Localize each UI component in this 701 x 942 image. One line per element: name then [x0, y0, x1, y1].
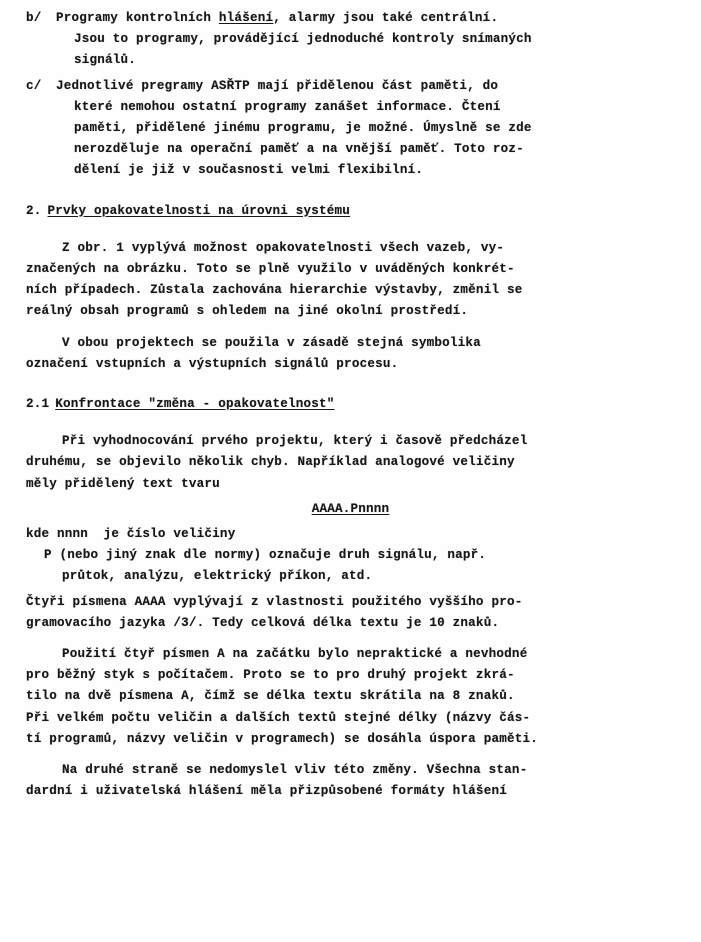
section-number: 2.1 — [26, 397, 50, 412]
text-line: které nemohou ostatní programy zanášet informace. Čtení — [74, 99, 501, 114]
text-line: dardní i uživatelská hlášení měla přizpůsobené formáty hlášení — [26, 784, 507, 799]
text-line: Z obr. 1 vyplývá možnost opakovatelnosti všech vazeb, vy- — [62, 240, 505, 255]
list-item — [26, 8, 675, 72]
text-line: značených na obrázku. Toto se plně využilo v uváděných konkrét- — [26, 262, 515, 277]
text-line: druhému, se objevilo několik chyb. Například analogové veličiny — [26, 455, 515, 470]
spacer — [26, 634, 675, 644]
paragraph — [26, 644, 675, 750]
text-line: Na druhé straně se nedomyslel vliv této změny. Všechna stan- — [62, 763, 528, 778]
text-line: měly přidělený text tvaru — [26, 476, 220, 491]
legend-line: kde nnnn je číslo veličiny — [26, 527, 236, 542]
text-line: označení vstupních a výstupních signálů procesu. — [26, 356, 399, 371]
list-item — [26, 76, 675, 182]
text-line: nerozděluje na operační paměť a na vnější paměť. Toto roz- — [74, 142, 524, 157]
section-number: 2. — [26, 203, 42, 218]
text-line: reálný obsah programů s ohledem na jiné okolní prostředí. — [26, 304, 469, 319]
spacer — [26, 182, 675, 201]
text-line: signálů. — [74, 53, 137, 68]
section-title: Prvky opakovatelnosti na úrovni systému — [47, 203, 351, 218]
legend-line: P (nebo jiný znak dle normy) označuje druh signálu, např. — [44, 548, 487, 563]
paragraph — [26, 592, 675, 634]
list-marker: b/ — [26, 11, 42, 25]
paragraph — [26, 333, 675, 375]
text-line: gramovacího jazyka /3/. Tedy celková délka textu je 10 znaků. — [26, 615, 500, 630]
list-item-body — [56, 76, 675, 182]
text-line: Při velkém počtu veličin a dalších textů stejné délky (názvy čás- — [26, 710, 531, 725]
section-heading — [26, 394, 675, 415]
text-line: Programy kontrolních hlášení, alarmy jsou také centrální. — [56, 11, 499, 25]
text-line: paměti, přidělené jinému programu, je možné. Úmyslně se zde — [74, 121, 532, 136]
legend — [26, 524, 675, 588]
underlined-term: hlášení — [218, 11, 274, 25]
section-title: Konfrontace "změna - opakovatelnost" — [55, 397, 335, 412]
spacer — [26, 750, 675, 760]
text-line: tilo na dvě písmena A, čímž se délka textu skrátila na 8 znaků. — [26, 689, 515, 704]
text-line: pro běžný styk s počítačem. Proto se to pro druhý projekt zkrá- — [26, 668, 515, 683]
text-line: dělení je již v současnosti velmi flexibilní. — [74, 163, 424, 178]
text-line: Při vyhodnocování prvého projektu, který i časově předcházel — [62, 434, 528, 449]
formula-text: AAAA.Pnnnn — [311, 501, 390, 516]
paragraph — [26, 238, 675, 323]
text-line: Jednotlivé pregramy ASŘTP mají přidělenou část paměti, do — [56, 78, 499, 93]
spacer — [26, 323, 675, 333]
spacer — [26, 222, 675, 238]
text-line: Použití čtyř písmen A na začátku bylo nepraktické a nevhodné — [62, 647, 528, 662]
text-line: ních případech. Zůstala zachována hierarchie výstavby, změnil se — [26, 283, 523, 298]
text-line: Jsou to programy, provádějící jednoduché kontroly snímaných — [74, 32, 532, 47]
paragraph — [26, 760, 675, 802]
formula — [26, 499, 675, 520]
spacer — [26, 415, 675, 431]
list-marker: c/ — [26, 78, 42, 93]
legend-line: průtok, analýzu, elektrický příkon, atd. — [62, 569, 373, 584]
paragraph — [26, 431, 675, 495]
section-heading — [26, 201, 675, 222]
text-line: Čtyři písmena AAAA vyplývají z vlastnosti použitého vyššího pro- — [26, 594, 523, 609]
text-line: tí programů, názvy veličin v programech) se dosáhla úspora paměti. — [26, 731, 538, 746]
spacer — [26, 375, 675, 394]
list-item-body — [56, 8, 675, 72]
text-line: V obou projektech se použila v zásadě stejná symbolika — [62, 335, 481, 350]
